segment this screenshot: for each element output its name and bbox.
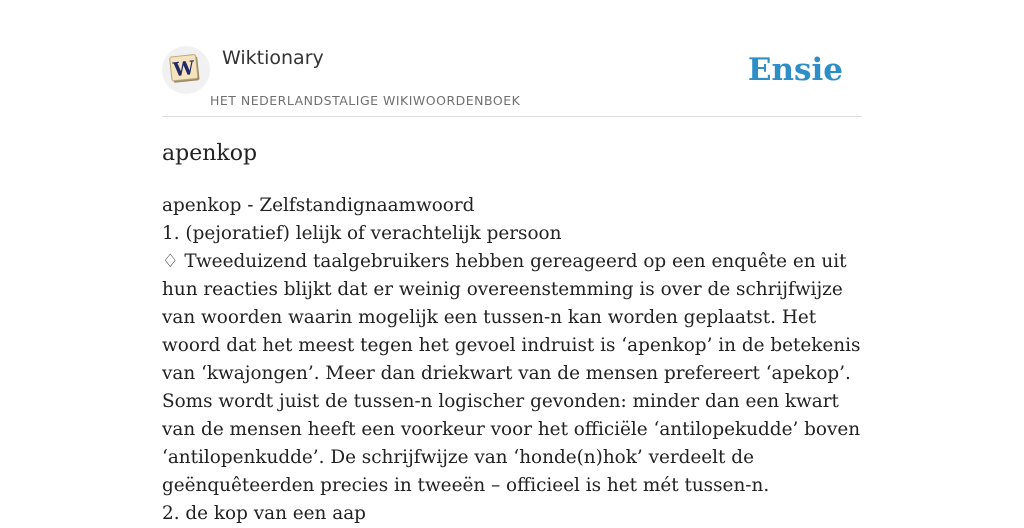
ensie-logo[interactable]: Ensie xyxy=(747,52,843,88)
entry-content xyxy=(162,192,867,528)
svg-text:W: W xyxy=(172,57,196,82)
definition-1: 1. (pejoratief) lelijk of verachtelijk persoon xyxy=(162,223,562,244)
definition-2: 2. de kop van een aap xyxy=(162,503,366,524)
wiktionary-tile-icon xyxy=(166,50,206,90)
site-name[interactable]: Wiktionary xyxy=(222,47,324,69)
site-header xyxy=(162,44,862,117)
wiktionary-logo-icon[interactable] xyxy=(162,46,210,94)
entry-heading: apenkop - Zelfstandignaamwoord xyxy=(162,195,475,216)
site-tagline: HET NEDERLANDSTALIGE WIKIWOORDENBOEK xyxy=(210,93,521,108)
page-title: apenkop xyxy=(162,141,258,166)
example-quote-1: ♢ Tweeduizend taalgebruikers hebben gereageerd op een enquête en uit hun reacties blijkt dat er weinig overeenstemming is over de schrijfwijze van woorden waarin mogelijk een tussen-n kan worden geplaatst. Het woord dat het meest tegen het gevoel indruist is ‘apenkop’ in de betekenis van ‘kwajongen’. Meer dan driekwart van de mensen prefereert ‘apekop’. Soms wordt juist de tussen-n logischer gevonden: minder dan een kwart van de mensen heeft een voorkeur voor het officiële ‘antilopekudde’ boven ‘antilopenkudde’. De schrijfwijze van ‘honde(n)hok’ verdeelt de geënquêteerden precies in tweeën – officieel is het mét tussen-n. xyxy=(162,251,861,496)
